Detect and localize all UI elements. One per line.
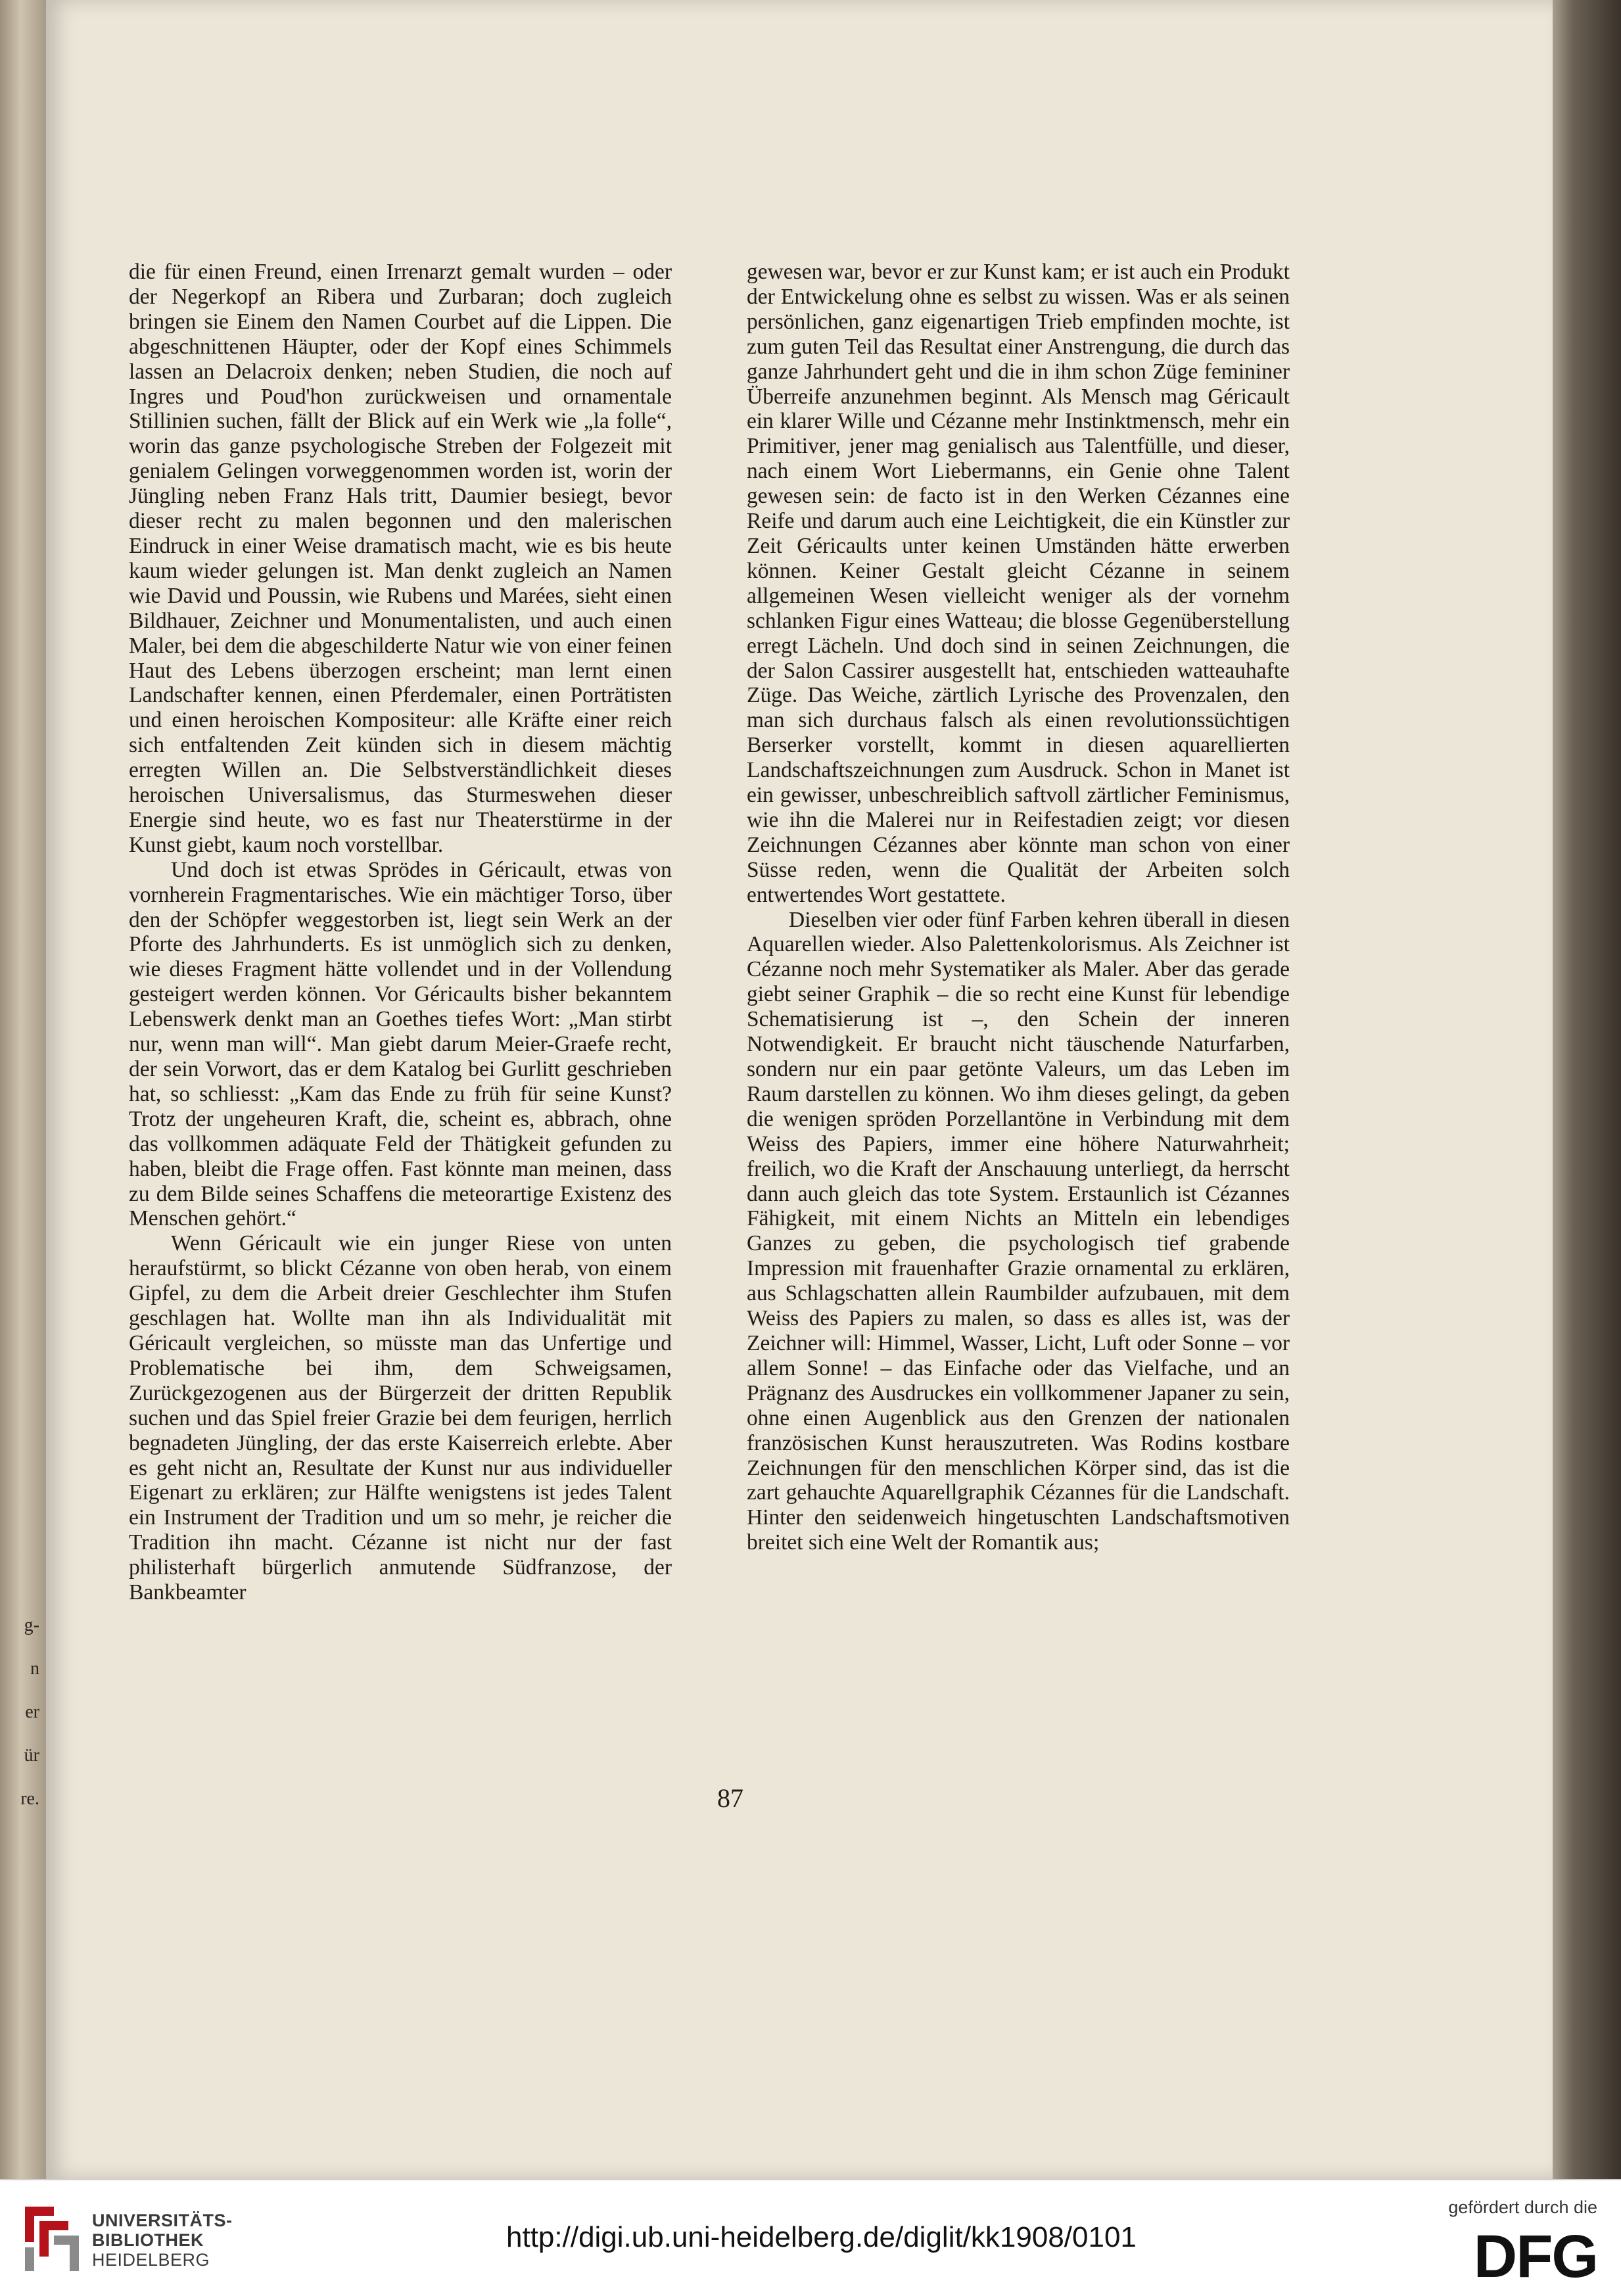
facing-page-edge <box>0 0 46 2179</box>
funding-note: gefördert durch die <box>1448 2197 1597 2217</box>
page-number: 87 <box>717 1783 743 1813</box>
margin-fragment: ür <box>24 1745 39 1766</box>
facing-page-text-fragments <box>0 1604 39 1821</box>
paragraph: Und doch ist etwas Sprödes in Géricault, etwas von vornherein Fragmentarisches. Wie ein mächtiger Torso, über den der Schöpfer weggestorben ist, liegt sein Werk an der Pforte des Jahrhunderts. Es ist unmöglich sich zu denken, wie dieses Fragment hätte vollendet und in der Vollendung gesteigert werden können. Vor Géricaults bisher bekanntem Lebenswerk denkt man an Goethes tiefes Wort: „Man stirbt nur, wenn man will“. Man giebt darum Meier-Graefe recht, der sein Vorwort, das er dem Katalog bei Gurlitt geschrieben hat, so schliesst: „Kam das Ende zu früh für seine Kunst? Trotz der ungeheuren Kraft, die, scheint es, abbrach, ohne das vollkommen adäquate Feld der Thätigkeit gefunden zu haben, bleibt die Frage offen. Fast könnte man meinen, dass zu dem Bilde seines Schaffens die meteorartige Existenz des Menschen gehört.“ <box>129 857 672 1231</box>
dfg-logo[interactable]: DFG <box>1473 2223 1597 2290</box>
logo-line: BIBLIOTHEK <box>92 2230 204 2250</box>
paragraph: gewesen war, bevor er zur Kunst kam; er ist auch ein Produkt der Entwickelung ohne es selbst zu wissen. Was er als seinen persönlichen, ganz eigenartigen Trieb empfinden mochte, ist zum guten Teil das Resultat einer Anstrengung, die durch das ganze Jahrhundert geht und die in ihm schon Züge femininer Überreife anzunehmen beginnt. Als Mensch mag Géricault ein klarer Wille und Cézanne mehr Instinktmensch, mehr ein Primitiver, jener mag genialisch aus Talentfülle, und dieser, nach einem Wort Liebermanns, ein Genie ohne Talent gewesen sein: de facto ist in den Werken Cézannes eine Reife und darum auch eine Leichtigkeit, die ein Künstler zur Zeit Géricaults unter keinen Umständen hätte erwerben können. Keiner Gestalt gleicht Cézanne in seinem allgemeinen Wesen vielleicht weniger als der vornehm schlanken Figur eines Watteau; die blosse Gegenüberstellung erregt Lächeln. Und doch sind in seinen Zeichnungen, die der Salon Cassirer ausgestellt hat, entschieden watteauhafte Züge. Das Weiche, zärtlich Lyrische des Provenzalen, den man sich durchaus falsch als einen revolutionssüchtigen Berserker vorstellt, kommt in diesen aquarellierten Landschaftszeichnungen zum Ausdruck. Schon in Manet ist ein gewisser, unbeschreiblich saftvoll zärtlicher Feminismus, wie ihn die Malerei nur in Reifestadien zeigt; vor diesen Zeichnungen Cézannes aber könnte man schon von einer Süsse reden, wenn die Qualität der Arbeiten solch entwertendes Wort gestattete. <box>747 260 1290 907</box>
margin-fragment: g- <box>24 1615 39 1635</box>
margin-fragment: n <box>30 1658 39 1679</box>
logo-line: UNIVERSITÄTS- <box>92 2211 233 2230</box>
page-edge-shadow <box>1553 0 1621 2179</box>
text-column-left <box>129 260 672 1605</box>
margin-fragment: re. <box>20 1789 39 1809</box>
text-column-right <box>747 260 1290 1555</box>
university-library-name[interactable] <box>92 2211 233 2270</box>
university-library-logo-icon[interactable] <box>20 2203 80 2275</box>
paragraph: Dieselben vier oder fünf Farben kehren überall in diesen Aquarellen wieder. Also Palettenkolorismus. Als Zeichner ist Cézanne noch mehr Systematiker als Maler. Aber das gerade giebt seiner Graphik – die so recht eine Kunst für lebendige Schematisierung ist –, den Schein der inneren Notwendigkeit. Er braucht nicht täuschende Naturfarben, sondern nur ein paar getönte Valeurs, um das Leben im Raum darstellen zu können. Wo ihm dieses gelingt, da geben die wenigen spröden Porzellantöne in Verbindung mit dem Weiss des Papiers, immer eine höhere Naturwahrheit; freilich, wo die Kraft der Anschauung unterliegt, da herrscht dann auch gleich das tote System. Erstaunlich ist Cézannes Fähigkeit, mit einem Nichts an Mitteln ein lebendiges Ganzes zu geben, die psychologisch tief grabende Impression mit frauenhafter Grazie ornamental zu erklären, aus Schlagschatten allein Raumbilder aufzubauen, mit dem Weiss des Papiers zu malen, so dass es alles ist, was der Zeichner will: Himmel, Wasser, Licht, Luft oder Sonne – vor allem Sonne! – das Einfache oder das Vielfache, und an Prägnanz des Ausdruckes ein vollkommener Japaner zu sein, ohne einen Augenblick aus den Grenzen der nationalen französischen Kunst herauszutreten. Was Rodins kostbare Zeichnungen für den menschlichen Körper sind, das ist die zart gehauchte Aquarellgraphik Cézannes für die Landschaft. Hinter den seidenweich hingetuschten Landschaftsmotiven breitet sich eine Welt der Romantik aus; <box>747 907 1290 1555</box>
paragraph: Wenn Géricault wie ein junger Riese von unten heraufstürmt, so blickt Cézanne von oben herab, von einem Gipfel, zu dem die Arbeit dreier Geschlechter ihm Stufen geschlagen hat. Wollte man ihn als Individualität mit Géricault vergleichen, so müsste man das Unfertige und Problematische bei ihm, dem Schweigsamen, Zurückgezogenen aus der Bürgerzeit der dritten Republik suchen und das Spiel freier Grazie bei dem feurigen, herrlich begnadeten Jüngling, der das erste Kaiserreich erlebte. Aber es geht nicht an, Resultate der Kunst nur aus individueller Eigenart zu erklären; zur Hälfte wenigstens ist jedes Talent ein Instrument der Tradition und um so mehr, je reicher die Tradition ihn macht. Cézanne ist nicht nur der fast philisterhaft bürgerlich anmutende Südfranzose, der Bankbeamter <box>129 1231 672 1605</box>
footer-bar <box>0 2179 1621 2296</box>
logo-line: HEIDELBERG <box>92 2250 210 2270</box>
paragraph: die für einen Freund, einen Irrenarzt gemalt wurden – oder der Negerkopf an Ribera und Zurbaran; doch zugleich bringen sie Einem den Namen Courbet auf die Lippen. Die abgeschnittenen Häupter, oder der Kopf eines Schimmels lassen an Delacroix denken; neben Studien, die noch auf Ingres und Poud'hon zurückweisen und ornamentale Stillinien suchen, fällt der Blick auf ein Werk wie „la folle“, worin das ganze psychologische Streben der Folgezeit mit genialem Gelingen vorweggenommen worden ist, worin der Jüngling neben Franz Hals tritt, Daumier besiegt, bevor dieser recht zu malen begonnen und den malerischen Eindruck in einer Weise dramatisch macht, wie es bis heute kaum wieder gelungen ist. Man denkt zugleich an Namen wie David und Poussin, wie Rubens und Marées, sieht einen Bildhauer, Zeichner und Monumentalisten, und auch einen Maler, bei dem die abgeschilderte Natur wie von einer feinen Haut des Lebens überzogen erscheint; man lernt einen Landschafter kennen, einen Pferdemaler, einen Porträtisten und einen heroischen Kompositeur: alle Kräfte einer reich sich entfaltenden Zeit künden sich in diesem mächtig erregten Willen an. Die Selbstverständlichkeit dieses heroischen Universalismus, das Sturmeswehen dieser Energie sind heute, wo es fast nur Theaterstürme in der Kunst giebt, kaum noch vorstellbar. <box>129 260 672 857</box>
permalink-url[interactable]: http://digi.ub.uni-heidelberg.de/diglit/kk1908/0101 <box>506 2221 1137 2253</box>
margin-fragment: er <box>25 1702 39 1722</box>
